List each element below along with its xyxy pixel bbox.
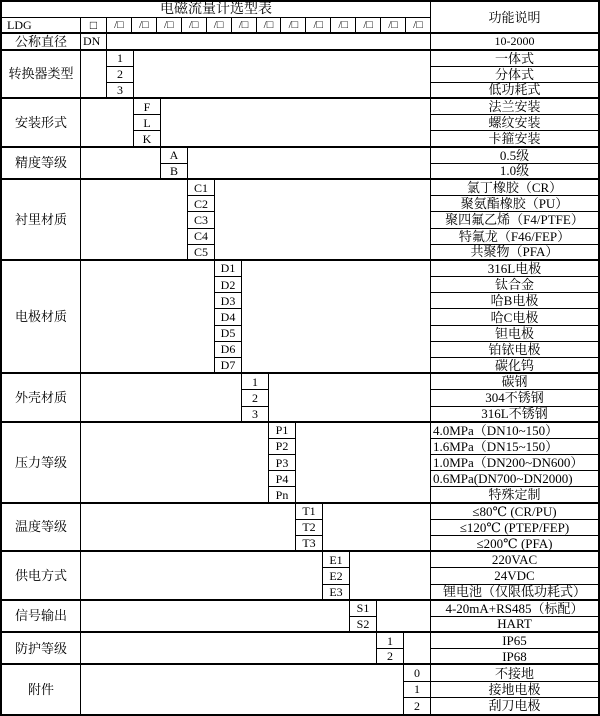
section-label: 防护等级	[2, 633, 81, 665]
code-cell: T3	[296, 536, 323, 552]
model-slash-box: /□	[207, 18, 232, 32]
filler-cell	[215, 180, 431, 261]
model-slash-box: /□	[132, 18, 157, 32]
desc-cell: 分体式	[431, 67, 598, 83]
desc-cell: ≤120℃ (PTEP/FEP)	[431, 520, 598, 536]
code-cell: C2	[188, 196, 215, 212]
code-cell: 1	[377, 633, 404, 649]
filler-cell	[188, 148, 431, 180]
code-cell: E2	[323, 568, 350, 584]
code-cell: 2	[404, 698, 431, 714]
code-cell: D6	[215, 342, 242, 358]
model-slash-box: /□	[107, 18, 132, 32]
desc-cell: 氯丁橡胶（CR）	[431, 180, 598, 196]
code-cell: 1	[404, 682, 431, 698]
section-label: 安装形式	[2, 99, 81, 148]
section-label: 衬里材质	[2, 180, 81, 261]
desc-cell: 0.5级	[431, 148, 598, 164]
section-label: 压力等级	[2, 423, 81, 504]
code-cell: F	[134, 99, 161, 115]
desc-cell: HART	[431, 617, 598, 633]
desc-cell: 钽电极	[431, 326, 598, 342]
desc-cell: IP68	[431, 649, 598, 665]
desc-cell: 螺纹安装	[431, 115, 598, 131]
model-slash-box: /□	[381, 18, 406, 32]
code-cell: T2	[296, 520, 323, 536]
desc-cell: 铂铱电极	[431, 342, 598, 358]
code-cell: S1	[350, 601, 377, 617]
diameter-desc: 10-2000	[431, 34, 598, 50]
desc-cell: 卡箍安装	[431, 131, 598, 147]
code-cell: 2	[242, 390, 269, 406]
section-label: 外壳材质	[2, 374, 81, 423]
desc-cell: 4-20mA+RS485（标配）	[431, 601, 598, 617]
code-cell: D7	[215, 358, 242, 374]
code-cell: T1	[296, 504, 323, 520]
section-label: 精度等级	[2, 148, 81, 180]
code-cell: 2	[377, 649, 404, 665]
code-cell: 3	[242, 407, 269, 423]
model-slash-box: /□	[157, 18, 182, 32]
code-cell: K	[134, 131, 161, 147]
section-label: 信号输出	[2, 601, 81, 633]
desc-cell: IP65	[431, 633, 598, 649]
desc-cell: ≤80℃ (CR/PU)	[431, 504, 598, 520]
filler-cell	[242, 261, 431, 374]
model-slash-box: /□	[413, 18, 423, 31]
code-cell: C3	[188, 212, 215, 228]
model-prefix-cell: LDG	[2, 18, 81, 34]
filler-cell	[81, 148, 161, 180]
desc-cell: 1.0MPa（DN200~DN600）	[431, 455, 598, 471]
section-label: 供电方式	[2, 552, 81, 601]
code-cell: B	[161, 164, 188, 180]
filler-cell	[377, 601, 431, 633]
filler-cell	[81, 261, 215, 374]
desc-cell: 0.6MPa(DN700~DN2000)	[431, 471, 598, 487]
filler-cell	[81, 665, 404, 714]
code-cell: D1	[215, 261, 242, 277]
model-slash-box: /□	[182, 18, 207, 32]
table-title: 电磁流量计选型表	[2, 2, 431, 18]
code-cell: P1	[269, 423, 296, 439]
code-cell: E1	[323, 552, 350, 568]
model-slash-box: /□	[281, 18, 306, 32]
filler-cell	[161, 99, 431, 148]
code-cell: Pn	[269, 487, 296, 503]
desc-cell: 316L电极	[431, 261, 598, 277]
code-cell: D5	[215, 326, 242, 342]
desc-cell: 316L不锈钢	[431, 407, 598, 423]
section-label: 附件	[2, 665, 81, 714]
filler-cell	[134, 51, 431, 100]
model-slash-box: /□	[331, 18, 356, 32]
desc-cell: 1.6MPa（DN15~150）	[431, 439, 598, 455]
desc-cell: 一体式	[431, 51, 598, 67]
filler-cell	[81, 552, 323, 601]
filler-cell	[107, 34, 431, 50]
code-cell: 0	[404, 665, 431, 681]
filler-cell	[323, 504, 431, 553]
desc-cell: 不接地	[431, 665, 598, 681]
code-cell: 3	[107, 83, 134, 99]
code-cell: D3	[215, 293, 242, 309]
filler-cell	[81, 51, 107, 100]
filler-cell	[81, 180, 188, 261]
desc-cell: 4.0MPa（DN10~150）	[431, 423, 598, 439]
desc-cell: 304不锈钢	[431, 390, 598, 406]
desc-cell: 聚氨酯橡胶（PU）	[431, 196, 598, 212]
desc-cell: ≤200℃ (PFA)	[431, 536, 598, 552]
desc-cell: 碳化钨	[431, 358, 598, 374]
filler-cell	[81, 601, 350, 633]
code-cell: 1	[107, 51, 134, 67]
code-cell: E3	[323, 585, 350, 601]
code-cell: 1	[242, 374, 269, 390]
code-cell: A	[161, 148, 188, 164]
section-label: 转换器类型	[2, 51, 81, 100]
desc-cell: 刮刀电极	[488, 698, 541, 714]
model-slash-box: /□	[356, 18, 381, 32]
diameter-code: DN	[81, 34, 107, 50]
desc-cell: 24VDC	[431, 568, 598, 584]
desc-cell: 钛合金	[431, 277, 598, 293]
code-cell: 2	[107, 67, 134, 83]
diameter-label: 公称直径	[2, 34, 81, 50]
section-label: 电极材质	[2, 261, 81, 374]
desc-cell: 哈B电极	[431, 293, 598, 309]
model-slash-row	[107, 18, 431, 34]
filler-cell	[269, 374, 431, 423]
model-digit-box: □	[81, 18, 107, 34]
model-slash-box: /□	[257, 18, 282, 32]
desc-cell: 碳钢	[431, 374, 598, 390]
desc-cell: 特氟龙（F46/FEP）	[431, 229, 598, 245]
filler-cell	[81, 504, 296, 553]
code-cell: C5	[188, 245, 215, 261]
section-label: 温度等级	[2, 504, 81, 553]
desc-cell: 特殊定制	[431, 487, 598, 503]
code-cell: C4	[188, 229, 215, 245]
desc-cell: 1.0级	[431, 164, 598, 180]
filler-cell	[296, 423, 431, 504]
code-cell: D2	[215, 277, 242, 293]
filler-cell	[350, 552, 431, 601]
code-cell: P3	[269, 455, 296, 471]
model-slash-box: /□	[232, 18, 257, 32]
code-cell: D4	[215, 309, 242, 325]
function-header: 功能说明	[431, 2, 598, 34]
filler-cell	[404, 633, 431, 665]
desc-cell: 锂电池（仅限低功耗式）	[431, 585, 598, 601]
model-slash-box: /□	[306, 18, 331, 32]
desc-cell: 220VAC	[431, 552, 598, 568]
desc-cell: 聚四氟乙烯（F4/PTFE）	[431, 212, 598, 228]
filler-cell	[81, 99, 134, 148]
desc-cell: 低功耗式	[431, 83, 598, 99]
filler-cell	[81, 374, 242, 423]
code-cell: C1	[188, 180, 215, 196]
desc-cell: 哈C电极	[431, 309, 598, 325]
code-cell: P2	[269, 439, 296, 455]
desc-cell: 共聚物（PFA）	[431, 245, 598, 261]
desc-cell: 接地电极	[431, 682, 598, 698]
code-cell: S2	[350, 617, 377, 633]
code-cell: L	[134, 115, 161, 131]
desc-cell: 法兰安装	[431, 99, 598, 115]
code-cell: P4	[269, 471, 296, 487]
filler-cell	[81, 633, 377, 665]
filler-cell	[81, 423, 269, 504]
